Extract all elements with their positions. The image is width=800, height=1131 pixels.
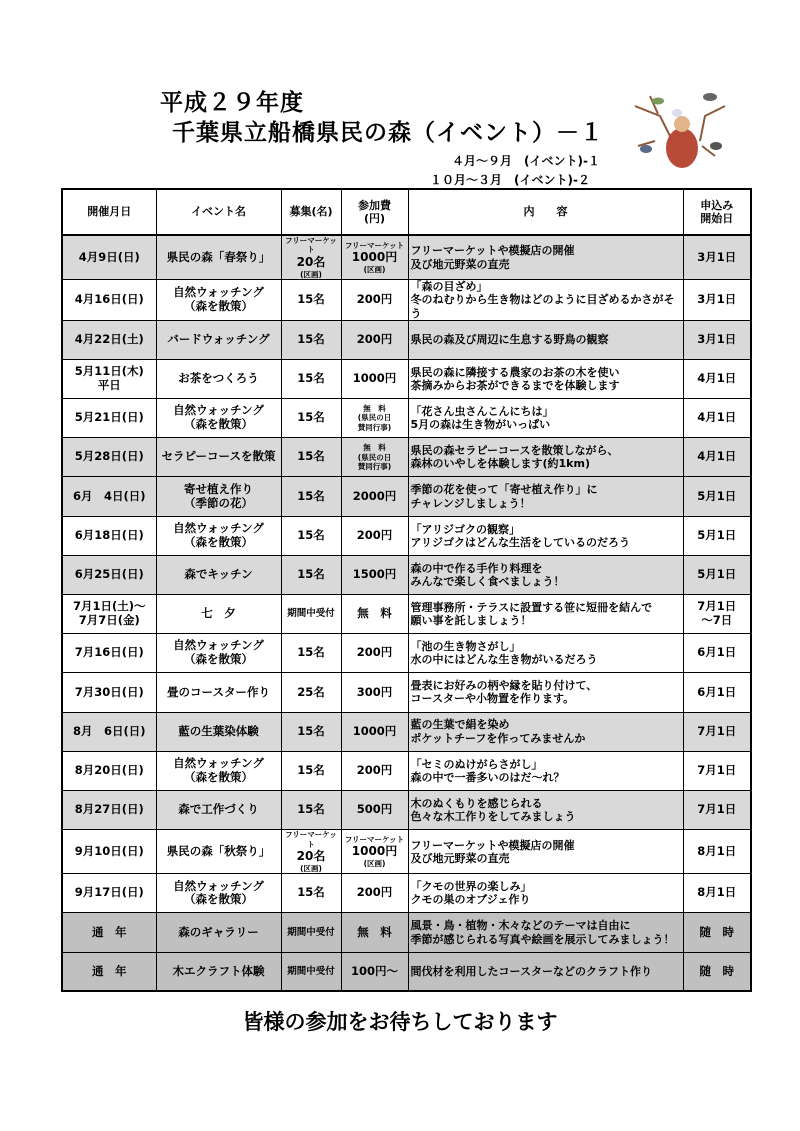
cell-apply: 3月1日	[683, 235, 751, 280]
cell-content: 季節の花を使って「寄せ植え作り」に チャレンジしましょう！	[408, 477, 683, 516]
cell-fee: 1000円	[341, 712, 408, 751]
cell-recruit: 15名	[281, 712, 341, 751]
cell-content: 管理事務所・テラスに設置する笹に短冊を結んで 願い事を託しましょう！	[408, 595, 683, 634]
cell-name: 自然ウォッチング （森を散策）	[156, 516, 281, 555]
cell-date: 7月1日(土)～ 7月7日(金)	[62, 595, 156, 634]
cell-fee: 1000円	[341, 359, 408, 398]
cell-apply: 5月1日	[683, 555, 751, 594]
cell-fee: 1500円	[341, 555, 408, 594]
cell-name: バードウォッチング	[156, 320, 281, 359]
cell-content: 県民の森セラピーコースを散策しながら、 森林のいやしを体験します(約1km)	[408, 438, 683, 477]
cell-name: 自然ウォッチング （森を散策）	[156, 399, 281, 438]
cell-recruit: 15名	[281, 438, 341, 477]
cell-recruit: 15名	[281, 516, 341, 555]
cell-recruit: 期間中受付	[281, 952, 341, 991]
table-row	[62, 359, 751, 398]
cell-name: 寄せ植え作り （季節の花）	[156, 477, 281, 516]
table-row	[62, 438, 751, 477]
cell-name: 自然ウォッチング （森を散策）	[156, 280, 281, 321]
cell-date: 4月22日(土)	[62, 320, 156, 359]
cell-apply: 随 時	[683, 952, 751, 991]
cell-name: 森でキッチン	[156, 555, 281, 594]
cell-apply: 7月1日	[683, 751, 751, 790]
cell-fee: 100円～	[341, 952, 408, 991]
table-row	[62, 913, 751, 952]
table-row	[62, 712, 751, 751]
cell-date: 通 年	[62, 952, 156, 991]
table-row	[62, 790, 751, 829]
cell-fee: 300円	[341, 673, 408, 712]
cell-fee: 200円	[341, 874, 408, 913]
cell-fee: 無 料 (県民の日 賛同行事)	[341, 399, 408, 438]
cell-name: 七 夕	[156, 595, 281, 634]
table-row	[62, 874, 751, 913]
cell-name: 自然ウォッチング （森を散策）	[156, 874, 281, 913]
cell-date: 6月18日(日)	[62, 516, 156, 555]
cell-recruit: 15名	[281, 280, 341, 321]
cell-date: 9月17日(日)	[62, 874, 156, 913]
cell-content: 県民の森に隣接する農家のお茶の木を使い 茶摘みからお茶ができるまでを体験します	[408, 359, 683, 398]
table-row	[62, 830, 751, 874]
period-note-2: １０月～３月 (イベント)-２	[430, 173, 590, 187]
cell-content: 「クモの世界の楽しみ」 クモの巣のオブジェ作り	[408, 874, 683, 913]
cell-content: 「森の目ざめ」 冬のねむりから生き物はどのように目ざめるかさがそう	[408, 280, 683, 321]
event-table	[61, 188, 752, 992]
table-row	[62, 595, 751, 634]
birds-illustration	[630, 86, 730, 172]
cell-recruit: 15名	[281, 634, 341, 673]
cell-date: 5月21日(日)	[62, 399, 156, 438]
cell-date: 8月 6日(日)	[62, 712, 156, 751]
cell-fee: 無 料 (県民の日 賛同行事)	[341, 438, 408, 477]
cell-date: 通 年	[62, 913, 156, 952]
cell-recruit: 15名	[281, 874, 341, 913]
table-row	[62, 477, 751, 516]
cell-date: 6月 4日(日)	[62, 477, 156, 516]
cell-content: 間伐材を利用したコースターなどのクラフト作り	[408, 952, 683, 991]
cell-fee: 200円	[341, 280, 408, 321]
cell-apply: 4月1日	[683, 438, 751, 477]
cell-content: フリーマーケットや模擬店の開催 及び地元野菜の直売	[408, 830, 683, 874]
table-row	[62, 952, 751, 991]
table-row	[62, 751, 751, 790]
table-row	[62, 399, 751, 438]
cell-recruit: 15名	[281, 790, 341, 829]
cell-date: 8月20日(日)	[62, 751, 156, 790]
cell-name: 藍の生葉染体験	[156, 712, 281, 751]
cell-fee: 2000円	[341, 477, 408, 516]
page-title: 平成２９年度	[160, 90, 304, 116]
cell-content: フリーマーケットや模擬店の開催 及び地元野菜の直売	[408, 235, 683, 280]
cell-apply: 4月1日	[683, 359, 751, 398]
page-subtitle: 千葉県立船橋県民の森（イベント）－１	[172, 120, 604, 146]
cell-name: 自然ウォッチング （森を散策）	[156, 634, 281, 673]
table-row	[62, 555, 751, 594]
cell-apply: 5月1日	[683, 516, 751, 555]
cell-name: セラピーコースを散策	[156, 438, 281, 477]
cell-date: 8月27日(日)	[62, 790, 156, 829]
cell-recruit: フリーマーケット 20名 (区画)	[281, 235, 341, 280]
table-row	[62, 320, 751, 359]
cell-apply: 3月1日	[683, 280, 751, 321]
cell-fee: 200円	[341, 751, 408, 790]
cell-content: 藍の生葉で絹を染め ポケットチーフを作ってみませんか	[408, 712, 683, 751]
cell-content: 「花さん虫さんこんにちは」 5月の森は生き物がいっぱい	[408, 399, 683, 438]
closing-message: 皆様の参加をお待ちしております	[242, 1010, 558, 1034]
cell-recruit: 15名	[281, 555, 341, 594]
cell-name: 県民の森「春祭り」	[156, 235, 281, 280]
cell-apply: 6月1日	[683, 673, 751, 712]
cell-fee: 200円	[341, 516, 408, 555]
cell-date: 7月16日(日)	[62, 634, 156, 673]
header-content: 内 容	[408, 189, 683, 235]
cell-recruit: 15名	[281, 359, 341, 398]
table-row	[62, 673, 751, 712]
cell-apply: 随 時	[683, 913, 751, 952]
cell-content: 県民の森及び周辺に生息する野鳥の観察	[408, 320, 683, 359]
cell-apply: 7月1日 ～7日	[683, 595, 751, 634]
cell-date: 4月9日(日)	[62, 235, 156, 280]
cell-content: 風景・鳥・植物・木々などのテーマは自由に 季節が感じられる写真や絵画を展示してみましょう！	[408, 913, 683, 952]
cell-fee: 500円	[341, 790, 408, 829]
cell-recruit: 15名	[281, 477, 341, 516]
cell-name: 森で工作づくり	[156, 790, 281, 829]
cell-fee: フリーマーケット 1000円 (区画)	[341, 235, 408, 280]
cell-name: お茶をつくろう	[156, 359, 281, 398]
cell-recruit: 15名	[281, 320, 341, 359]
header-date: 開催月日	[62, 189, 156, 235]
cell-apply: 7月1日	[683, 790, 751, 829]
cell-apply: 8月1日	[683, 830, 751, 874]
cell-date: 9月10日(日)	[62, 830, 156, 874]
cell-date: 4月16日(日)	[62, 280, 156, 321]
table-row	[62, 634, 751, 673]
cell-apply: 4月1日	[683, 399, 751, 438]
cell-fee: 200円	[341, 320, 408, 359]
header-apply: 申込み 開始日	[683, 189, 751, 235]
period-note-1: ４月～９月 (イベント)-１	[452, 154, 600, 168]
cell-apply: 5月1日	[683, 477, 751, 516]
cell-recruit: 25名	[281, 673, 341, 712]
cell-recruit: 期間中受付	[281, 913, 341, 952]
cell-fee: 200円	[341, 634, 408, 673]
cell-apply: 3月1日	[683, 320, 751, 359]
cell-fee: 無 料	[341, 595, 408, 634]
cell-content: 畳表にお好みの柄や縁を貼り付けて、 コースターや小物置を作ります。	[408, 673, 683, 712]
cell-apply: 6月1日	[683, 634, 751, 673]
cell-fee: フリーマーケット 1000円 (区画)	[341, 830, 408, 874]
cell-content: 木のぬくもりを感じられる 色々な木工作りをしてみましょう	[408, 790, 683, 829]
table-row	[62, 235, 751, 280]
cell-content: 「セミのぬけがらさがし」 森の中で一番多いのはだ～れ？	[408, 751, 683, 790]
table-row	[62, 280, 751, 321]
cell-recruit: 期間中受付	[281, 595, 341, 634]
cell-date: 6月25日(日)	[62, 555, 156, 594]
cell-apply: 7月1日	[683, 712, 751, 751]
cell-name: 木エクラフト体験	[156, 952, 281, 991]
header-name: イベント名	[156, 189, 281, 235]
cell-date: 7月30日(日)	[62, 673, 156, 712]
cell-name: 森のギャラリー	[156, 913, 281, 952]
cell-recruit: 15名	[281, 399, 341, 438]
cell-date: 5月11日(木) 平日	[62, 359, 156, 398]
cell-date: 5月28日(日)	[62, 438, 156, 477]
cell-name: 畳のコースター作り	[156, 673, 281, 712]
cell-name: 自然ウォッチング （森を散策）	[156, 751, 281, 790]
cell-recruit: 15名	[281, 751, 341, 790]
header-recruit: 募集(名)	[281, 189, 341, 235]
cell-apply: 8月1日	[683, 874, 751, 913]
cell-fee: 無 料	[341, 913, 408, 952]
cell-content: 「池の生き物さがし」 水の中にはどんな生き物がいるだろう	[408, 634, 683, 673]
cell-recruit: フリーマーケット 20名 (区画)	[281, 830, 341, 874]
cell-name: 県民の森「秋祭り」	[156, 830, 281, 874]
table-row	[62, 516, 751, 555]
header-fee: 参加費 (円)	[341, 189, 408, 235]
cell-content: 森の中で作る手作り料理を みんなで楽しく食べましょう！	[408, 555, 683, 594]
cell-content: 「アリジゴクの観察」 アリジゴクはどんな生活をしているのだろう	[408, 516, 683, 555]
